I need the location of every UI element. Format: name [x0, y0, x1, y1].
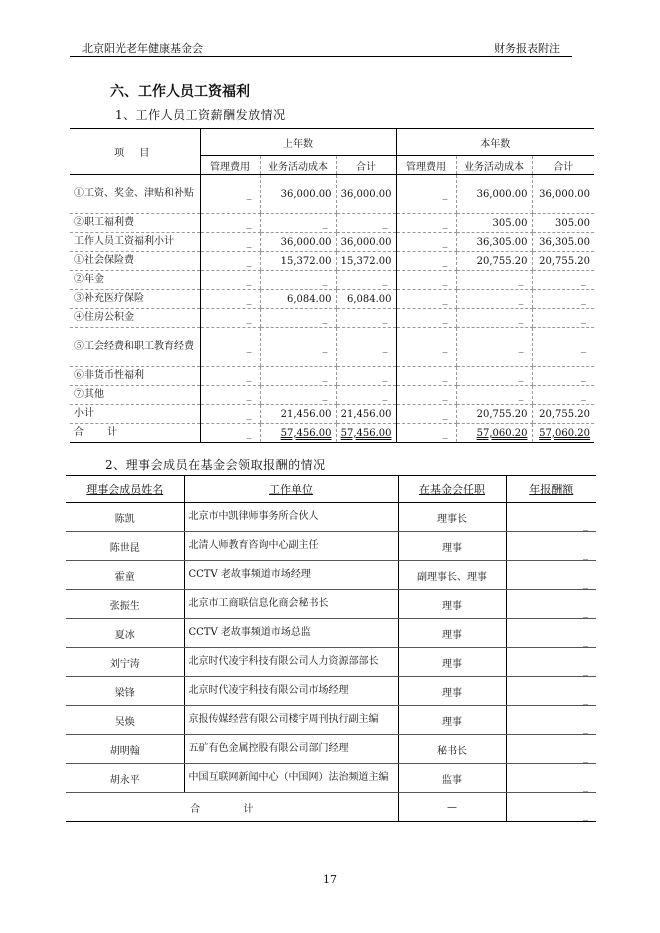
row-value: _ — [396, 405, 456, 424]
total-fee: _ — [506, 793, 596, 822]
page-number: 17 — [323, 873, 337, 886]
row-value: _ — [200, 386, 260, 405]
table-row — [70, 233, 594, 252]
row-value: 57,060.20 — [456, 424, 532, 443]
table-row — [70, 309, 594, 328]
row-value: _ — [396, 233, 456, 252]
board-header-fee: 年报酬额 — [506, 476, 596, 503]
member-fee: _ — [506, 677, 596, 706]
col-item-header: 项 目 — [70, 129, 200, 175]
row-value: _ — [396, 424, 456, 443]
row-value: _ — [532, 290, 594, 309]
row-item-label: ①社会保险费 — [70, 252, 200, 271]
member-role: 副理事长、理事 — [398, 561, 506, 590]
row-value: _ — [532, 309, 594, 328]
row-value: 36,305.00 — [456, 233, 532, 252]
row-value: _ — [456, 271, 532, 290]
row-value: _ — [532, 328, 594, 367]
member-fee: _ — [506, 619, 596, 648]
table-row — [70, 290, 594, 309]
row-value: _ — [456, 386, 532, 405]
this-year-header: 本年数 — [396, 129, 594, 156]
row-value: 36,000.00 — [260, 175, 336, 214]
header-org: 北京阳光老年健康基金会 — [82, 42, 203, 55]
table-row — [70, 405, 594, 424]
table-row — [66, 706, 596, 735]
row-value: _ — [532, 271, 594, 290]
row-value: 6,084.00 — [260, 290, 336, 309]
row-item-label: ⑦其他 — [70, 386, 200, 405]
table-row — [66, 561, 596, 590]
board-header-org: 工作单位 — [184, 476, 398, 503]
row-value: _ — [260, 367, 336, 386]
member-fee: _ — [506, 735, 596, 764]
row-value: _ — [336, 386, 396, 405]
row-value: _ — [200, 175, 260, 214]
row-value: _ — [396, 252, 456, 271]
member-fee: _ — [506, 503, 596, 532]
row-value: _ — [396, 367, 456, 386]
row-value: _ — [200, 214, 260, 233]
row-value: 305.00 — [532, 214, 594, 233]
subcol-header: 业务活动成本 — [456, 156, 532, 175]
row-value: _ — [200, 233, 260, 252]
table-row — [66, 532, 596, 561]
row-value: _ — [456, 328, 532, 367]
subcol-header: 管理费用 — [200, 156, 260, 175]
row-value: 21,456.00 — [260, 405, 336, 424]
salary-table — [70, 128, 594, 443]
total-role: — — [398, 793, 506, 822]
row-value: _ — [200, 424, 260, 443]
member-fee: _ — [506, 532, 596, 561]
table-row — [70, 424, 594, 443]
member-role: 秘书长 — [398, 735, 506, 764]
section-title: 六、工作人员工资福利 — [110, 84, 250, 100]
row-value: _ — [260, 386, 336, 405]
row-value: 36,000.00 — [456, 175, 532, 214]
member-name: 梁锋 — [66, 677, 184, 706]
table-row — [70, 328, 594, 367]
member-role: 理事长 — [398, 503, 506, 532]
total-label: 合 计 — [66, 793, 398, 822]
table-row — [70, 214, 594, 233]
row-value: _ — [532, 367, 594, 386]
row-value: 36,000.00 — [336, 233, 396, 252]
member-org: CCTV 老故事频道市场经理 — [184, 561, 398, 590]
table-row — [70, 367, 594, 386]
member-role: 理事 — [398, 590, 506, 619]
row-value: 57,456.00 — [260, 424, 336, 443]
prev-year-header: 上年数 — [200, 129, 396, 156]
member-name: 陈凯 — [66, 503, 184, 532]
row-item-label: 小计 — [70, 405, 200, 424]
table-row — [66, 590, 596, 619]
table-row — [66, 764, 596, 793]
row-value: _ — [396, 175, 456, 214]
member-fee: _ — [506, 648, 596, 677]
member-org: 中国互联网新闻中心（中国网）法治频道主编 — [184, 764, 398, 793]
row-item-label: ③补充医疗保险 — [70, 290, 200, 309]
row-value: 57,456.00 — [336, 424, 396, 443]
member-name: 夏冰 — [66, 619, 184, 648]
member-org: 五矿有色金属控股有限公司部门经理 — [184, 735, 398, 764]
row-item-label: ④住房公积金 — [70, 309, 200, 328]
member-org: 北京时代凌宇科技有限公司人力资源部部长 — [184, 648, 398, 677]
row-value: 36,305.00 — [532, 233, 594, 252]
member-org: CCTV 老故事频道市场总监 — [184, 619, 398, 648]
row-value: 305.00 — [456, 214, 532, 233]
row-value: _ — [456, 367, 532, 386]
member-role: 理事 — [398, 677, 506, 706]
row-item-label: 工作人员工资福利小计 — [70, 233, 200, 252]
row-value: _ — [396, 271, 456, 290]
table-row — [66, 619, 596, 648]
row-value: _ — [396, 214, 456, 233]
row-value: 20,755.20 — [456, 252, 532, 271]
row-value: _ — [396, 328, 456, 367]
row-value: _ — [260, 328, 336, 367]
row-value: _ — [336, 309, 396, 328]
row-value: _ — [260, 271, 336, 290]
table-row — [70, 386, 594, 405]
table-row — [70, 175, 594, 214]
row-value: _ — [456, 309, 532, 328]
subcol-header: 合计 — [336, 156, 396, 175]
member-org: 北京时代凌宇科技有限公司市场经理 — [184, 677, 398, 706]
row-value: 36,000.00 — [336, 175, 396, 214]
member-name: 霍童 — [66, 561, 184, 590]
table-row — [66, 677, 596, 706]
member-name: 刘宁涛 — [66, 648, 184, 677]
row-value: _ — [396, 386, 456, 405]
row-value: _ — [200, 367, 260, 386]
table-row — [70, 271, 594, 290]
row-value: _ — [200, 290, 260, 309]
row-value: _ — [200, 252, 260, 271]
table-row — [70, 252, 594, 271]
member-role: 理事 — [398, 648, 506, 677]
row-value: 57,060.20 — [532, 424, 594, 443]
row-item-label: ①工资、奖金、津贴和补贴 — [70, 175, 200, 214]
row-value: _ — [396, 290, 456, 309]
board-header-name: 理事会成员姓名 — [66, 476, 184, 503]
member-role: 理事 — [398, 532, 506, 561]
member-role: 理事 — [398, 619, 506, 648]
member-fee: _ — [506, 706, 596, 735]
row-value: 36,000.00 — [532, 175, 594, 214]
row-item-label: ⑥非货币性福利 — [70, 367, 200, 386]
member-name: 胡永平 — [66, 764, 184, 793]
row-value: _ — [260, 214, 336, 233]
page-header — [70, 36, 572, 57]
member-fee: _ — [506, 561, 596, 590]
row-value: _ — [200, 405, 260, 424]
row-value: 20,755.20 — [532, 405, 594, 424]
table-row — [66, 503, 596, 532]
member-org: 北清人师教育咨询中心副主任 — [184, 532, 398, 561]
row-item-label: ②职工福利费 — [70, 214, 200, 233]
row-value: _ — [456, 290, 532, 309]
subcol-header: 业务活动成本 — [260, 156, 336, 175]
member-fee: _ — [506, 764, 596, 793]
header-doc: 财务报表附注 — [494, 42, 560, 55]
row-value: _ — [200, 271, 260, 290]
row-item-label: 合 计 — [70, 424, 200, 443]
subcol-header: 合计 — [532, 156, 594, 175]
row-value: 6,084.00 — [336, 290, 396, 309]
subsection-title-salary: 1、工作人员工资薪酬发放情况 — [115, 108, 286, 122]
row-value: 36,000.00 — [260, 233, 336, 252]
row-value: 20,755.20 — [456, 405, 532, 424]
member-name: 张振生 — [66, 590, 184, 619]
row-value: _ — [336, 271, 396, 290]
table-row — [66, 735, 596, 764]
row-item-label: ②年金 — [70, 271, 200, 290]
board-table — [66, 475, 596, 822]
row-value: 15,372.00 — [260, 252, 336, 271]
row-value: _ — [200, 328, 260, 367]
member-name: 吴焕 — [66, 706, 184, 735]
subsection-title-board: 2、理事会成员在基金会领取报酬的情况 — [105, 458, 326, 472]
member-name: 胡明翰 — [66, 735, 184, 764]
total-row — [66, 793, 596, 822]
row-item-label: ⑤工会经费和职工教育经费 — [70, 328, 200, 367]
board-header-role: 在基金会任职 — [398, 476, 506, 503]
subcol-header: 管理费用 — [396, 156, 456, 175]
row-value: 21,456.00 — [336, 405, 396, 424]
row-value: 15,372.00 — [336, 252, 396, 271]
row-value: _ — [260, 309, 336, 328]
member-org: 京报传媒经营有限公司楼宇周刊执行副主编 — [184, 706, 398, 735]
row-value: _ — [336, 214, 396, 233]
member-role: 监事 — [398, 764, 506, 793]
member-org: 北京市工商联信息化商会秘书长 — [184, 590, 398, 619]
member-name: 陈世昆 — [66, 532, 184, 561]
member-fee: _ — [506, 590, 596, 619]
row-value: _ — [336, 328, 396, 367]
table-row — [66, 648, 596, 677]
member-role: 理事 — [398, 706, 506, 735]
row-value: _ — [336, 367, 396, 386]
row-value: _ — [532, 386, 594, 405]
row-value: _ — [200, 309, 260, 328]
member-org: 北京市中凯律师事务所合伙人 — [184, 503, 398, 532]
row-value: _ — [396, 309, 456, 328]
row-value: 20,755.20 — [532, 252, 594, 271]
